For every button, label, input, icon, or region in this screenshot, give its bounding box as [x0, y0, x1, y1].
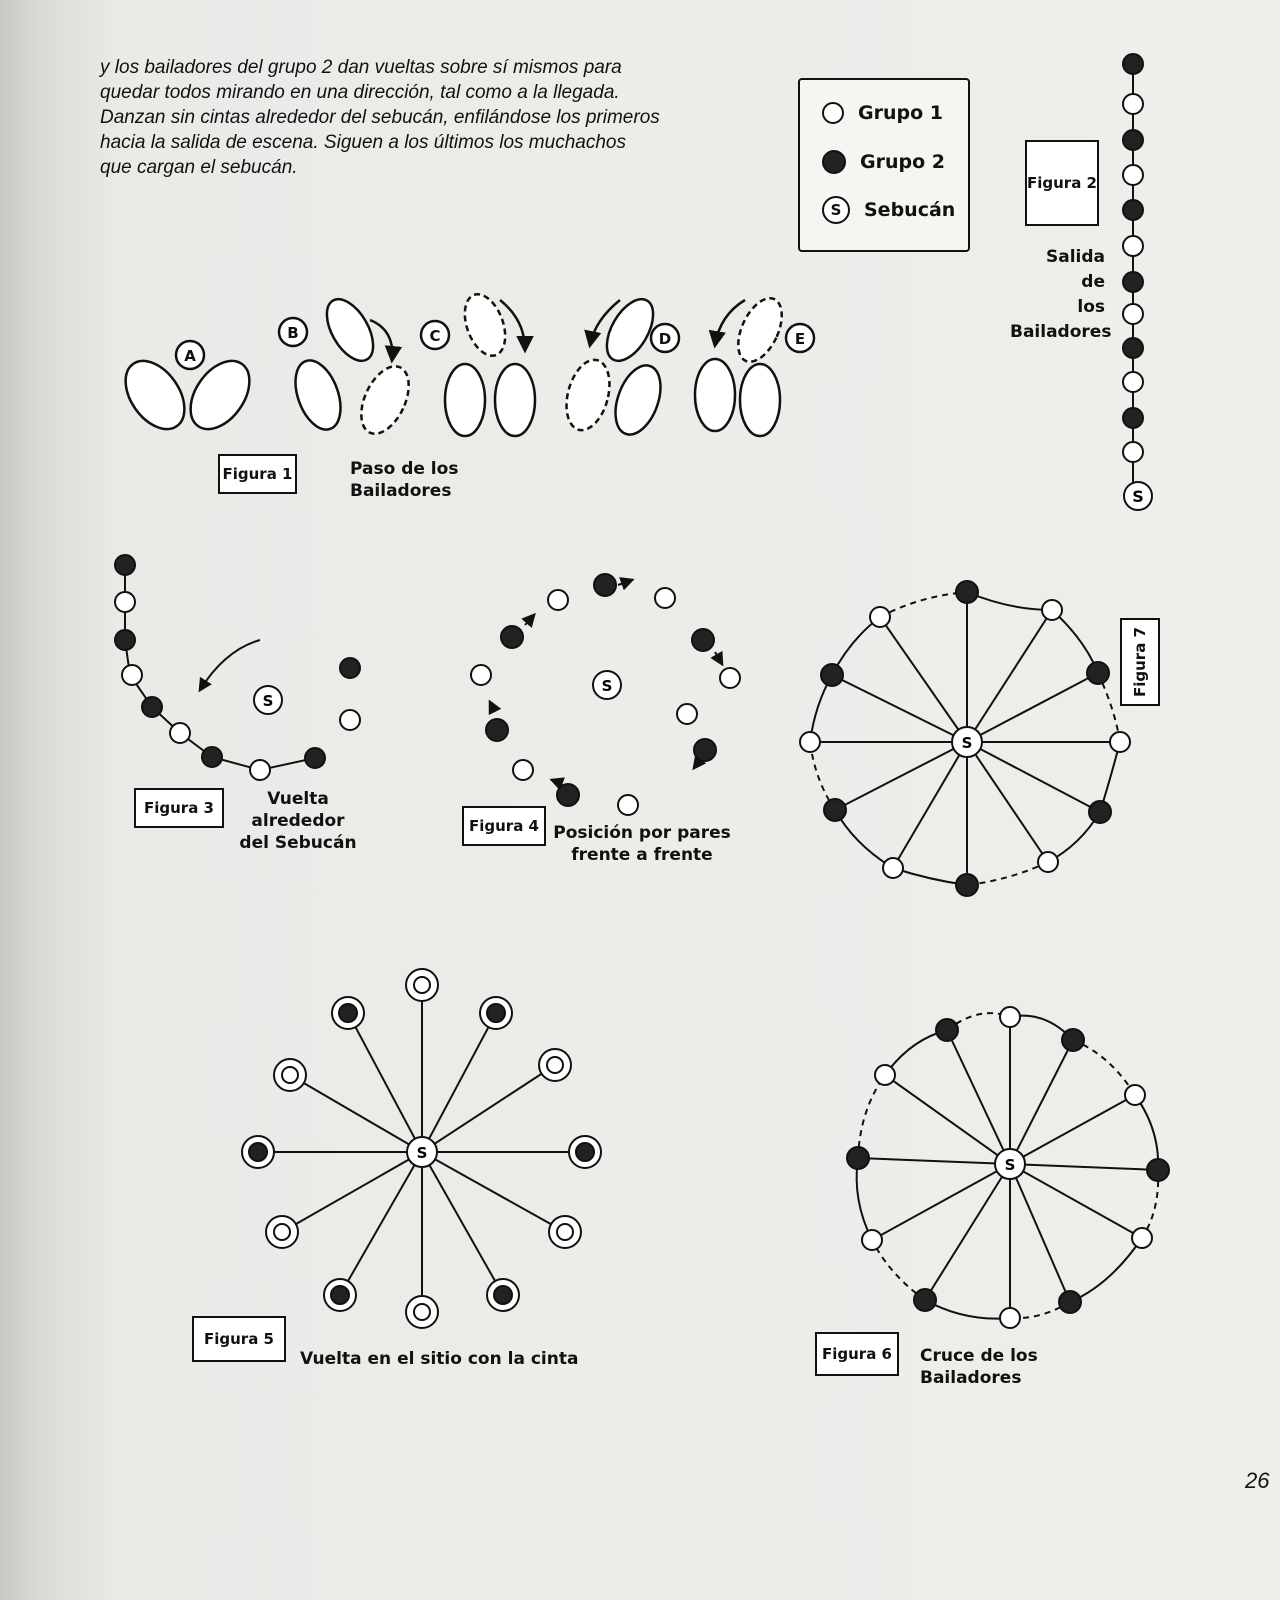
- figure3-diagram: [115, 555, 360, 780]
- figure2-label: Figura 2: [1025, 140, 1099, 226]
- white-dancer-icon: [1123, 236, 1143, 256]
- black-dancer-icon: [1123, 130, 1143, 150]
- svg-text:S: S: [601, 677, 613, 695]
- svg-text:D: D: [658, 330, 672, 348]
- figure1-footprints: [114, 289, 814, 441]
- figure6-caption: Cruce de los Bailadores: [920, 1346, 1038, 1388]
- black-dancer-icon: [1123, 200, 1143, 220]
- figure1-label: Figura 1: [218, 454, 297, 494]
- figure3-caption: Vuelta alrededor del Sebucán: [239, 789, 357, 853]
- legend-grupo1: Grupo 1: [822, 102, 943, 124]
- svg-text:B: B: [287, 324, 299, 342]
- sebucan-icon: S: [822, 196, 850, 224]
- white-dancer-icon: [1123, 304, 1143, 324]
- black-dancer-icon: [1123, 408, 1143, 428]
- figure5-label: Figura 5: [192, 1316, 286, 1362]
- figure2-column: [1123, 54, 1152, 510]
- svg-text:S: S: [961, 734, 973, 752]
- white-dancer-icon: [1123, 442, 1143, 462]
- figure6-label: Figura 6: [815, 1332, 899, 1376]
- figure7-label: Figura 7: [1120, 618, 1160, 706]
- svg-text:C: C: [429, 327, 441, 345]
- intro-paragraph: y los bailadores del grupo 2 dan vueltas sobre sí mismos para quedar todos mirando en una dirección, tal como a la llegada. Danzan sin cintas alrededor del sebucán, enfilándose los primeros hacia la salida de escena. Siguen a los últimos los muchachos que cargan el sebucán.: [100, 57, 660, 178]
- svg-text:S: S: [1004, 1156, 1016, 1174]
- black-dancer-icon: [1123, 54, 1143, 74]
- legend-sebucan: S Sebucán: [822, 196, 955, 224]
- svg-text:S: S: [262, 692, 274, 710]
- white-dancer-icon: [1123, 165, 1143, 185]
- svg-text:S: S: [416, 1144, 428, 1162]
- figure4-label: Figura 4: [462, 806, 546, 846]
- white-dancer-icon: [1123, 94, 1143, 114]
- figure1-caption: Paso de los Bailadores: [350, 459, 459, 501]
- svg-text:A: A: [184, 347, 196, 365]
- figure2-caption: Salida de los Bailadores: [1010, 247, 1112, 342]
- figure5-caption: Vuelta en el sitio con la cinta: [300, 1349, 579, 1369]
- page-number: 26: [1245, 1468, 1270, 1493]
- legend-grupo2: Grupo 2: [822, 150, 945, 174]
- figure3-label: Figura 3: [134, 788, 224, 828]
- black-dancer-icon: [1123, 272, 1143, 292]
- svg-text:S: S: [1132, 487, 1144, 506]
- figure4-caption: Posición por pares frente a frente: [553, 823, 731, 865]
- white-dancer-icon: [1123, 372, 1143, 392]
- svg-text:E: E: [794, 330, 806, 348]
- black-dancer-icon: [1123, 338, 1143, 358]
